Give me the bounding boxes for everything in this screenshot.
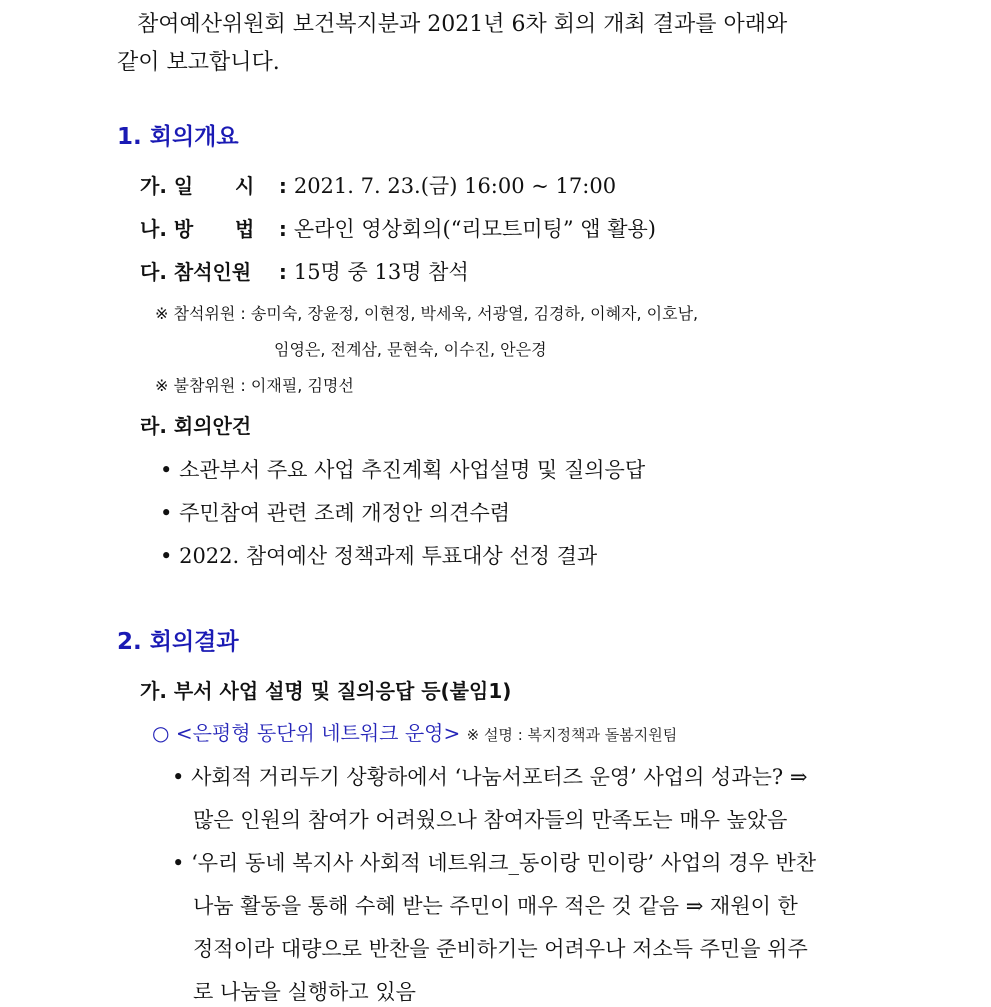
item-label: 부서 사업 설명 및 질의응답 등(붙임1) <box>173 679 512 703</box>
item-label: 방 법 <box>173 217 255 241</box>
item-value: 15명 중 13명 참석 <box>293 260 469 284</box>
item-marker: 다. <box>140 260 167 284</box>
qa-item <box>172 762 807 792</box>
item-sep: : <box>278 217 287 241</box>
item-label: 회의안건 <box>173 414 252 438</box>
attendees-line-2: 임영은, 전계삼, 문현숙, 이수진, 안은경 <box>274 340 547 359</box>
circle-bullet-icon: ○ <box>152 721 170 745</box>
qa-text-continued: 정적이라 대량으로 반찬을 준비하기는 어려우나 저소득 주민을 위주 <box>193 937 808 961</box>
bullet-icon: • <box>160 458 173 482</box>
qa-text-continued: 나눔 활동을 통해 수혜 받는 주민이 매우 적은 것 같음 ⇒ 재원이 한 <box>193 894 798 918</box>
qa-text: 사회적 거리두기 상황하에서 ‘나눔서포터즈 운영’ 사업의 성과는? ⇒ <box>191 765 808 789</box>
item-marker: 라. <box>140 414 167 438</box>
qa-text: ‘우리 동네 복지사 사회적 네트워크_동이랑 민이랑’ 사업의 경우 반찬 <box>191 851 817 875</box>
agenda-item <box>160 541 597 571</box>
item-value: 2021. 7. 23.(금) 16:00 ~ 17:00 <box>293 174 617 198</box>
program-line <box>152 718 677 750</box>
overview-item-datetime <box>140 171 616 201</box>
intro-line-2: 같이 보고합니다. <box>117 50 280 75</box>
attendees-line-1 <box>155 302 698 326</box>
program-name: <은평형 동단위 네트워크 운영> <box>175 721 461 745</box>
overview-item-attendance <box>140 257 469 287</box>
program-note: ※ 설명 : 복지정책과 돌봄지원팀 <box>466 726 678 744</box>
agenda-text: 2022. 참여예산 정책과제 투표대상 선정 결과 <box>179 544 598 568</box>
intro-line-1: 참여예산위원회 보건복지분과 2021년 6차 회의 개최 결과를 아래와 <box>137 12 788 37</box>
attendees-sep: : <box>240 304 246 323</box>
item-label: 참석인원 <box>173 260 252 284</box>
agenda-text: 소관부서 주요 사업 추진계획 사업설명 및 질의응답 <box>179 458 646 482</box>
attendees-label: 참석위원 <box>173 304 236 323</box>
item-sep: : <box>278 174 287 198</box>
item-value: 온라인 영상회의(“리모트미팅” 앱 활용) <box>293 217 657 241</box>
results-subheading <box>140 676 511 706</box>
qa-text-continued: 로 나눔을 실행하고 있음 <box>193 980 416 1004</box>
section-2-title: 2. 회의결과 <box>117 629 239 655</box>
absentees-sep: : <box>240 376 246 395</box>
item-sep: : <box>278 260 287 284</box>
bullet-icon: • <box>172 851 185 875</box>
qa-text-continued: 많은 인원의 참여가 어려웠으나 참여자들의 만족도는 매우 높았음 <box>193 808 788 832</box>
bullet-icon: • <box>160 544 173 568</box>
item-marker: 나. <box>140 217 167 241</box>
agenda-item <box>160 455 645 485</box>
bullet-icon: • <box>160 501 173 525</box>
item-label: 일 시 <box>173 174 255 198</box>
agenda-heading <box>140 411 251 441</box>
agenda-item <box>160 498 510 528</box>
bullet-icon: • <box>172 765 185 789</box>
absentees-label: 불참위원 <box>173 376 236 395</box>
note-marker: ※ <box>155 376 169 395</box>
note-marker: ※ <box>155 304 169 323</box>
overview-item-method <box>140 214 656 244</box>
attendees-names: 송미숙, 장윤정, 이현정, 박세욱, 서광열, 김경하, 이혜자, 이호남, <box>250 304 699 323</box>
item-marker: 가. <box>140 174 167 198</box>
agenda-text: 주민참여 관련 조례 개정안 의견수렴 <box>179 501 511 525</box>
section-1-title: 1. 회의개요 <box>117 124 239 150</box>
absentees-line <box>155 374 354 398</box>
absentees-names: 이재필, 김명선 <box>250 376 354 395</box>
item-marker: 가. <box>140 679 167 703</box>
qa-item <box>172 848 816 878</box>
